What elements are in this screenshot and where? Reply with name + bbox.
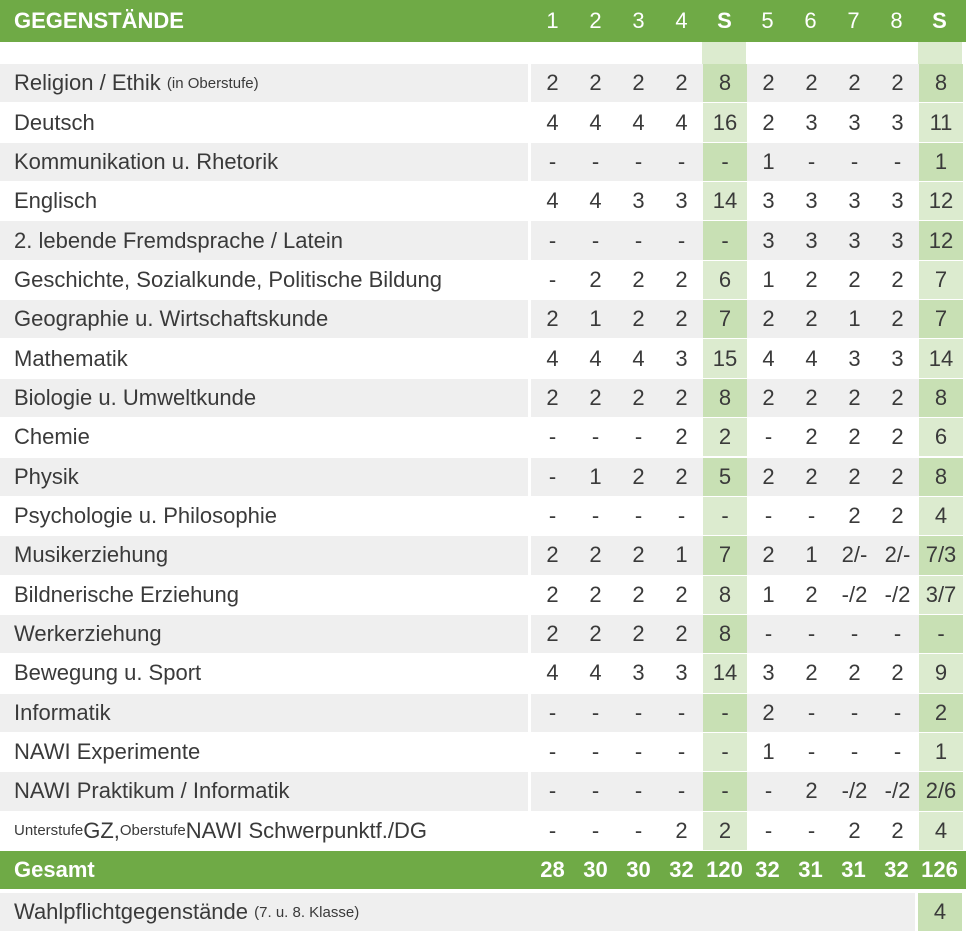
hours-cell: 1 xyxy=(660,536,703,574)
hours-cell: 1 xyxy=(747,733,790,771)
subject-name-part: Unterstufe xyxy=(14,822,84,840)
hours-cell: - xyxy=(876,733,919,771)
subject-name xyxy=(0,812,528,850)
table-header xyxy=(0,0,966,42)
hours-cell: 3 xyxy=(747,182,790,220)
hours-cell: 3 xyxy=(833,103,876,141)
hours-cell: 2 xyxy=(531,379,574,417)
hours-cell: - xyxy=(876,615,919,653)
hours-cell: - xyxy=(660,497,703,535)
subject-name xyxy=(0,300,528,338)
table-row xyxy=(0,458,966,496)
sum-cell: 11 xyxy=(919,103,963,141)
header-spacer xyxy=(0,42,966,64)
total-row xyxy=(0,851,966,889)
subject-name-text: Geographie u. Wirtschaftskunde xyxy=(14,306,329,332)
total-label: Gesamt xyxy=(14,857,95,882)
sum-cell: 8 xyxy=(703,379,747,417)
hours-cell: 2 xyxy=(531,300,574,338)
wahlpflicht-note: (7. u. 8. Klasse) xyxy=(254,903,360,921)
hours-cell: -/2 xyxy=(876,576,919,614)
header-col-6: 6 xyxy=(804,8,817,33)
table-row xyxy=(0,64,966,102)
hours-cell: 4 xyxy=(574,339,617,377)
hours-cell: 2 xyxy=(660,615,703,653)
hours-cell: 2 xyxy=(833,812,876,850)
hours-cell: - xyxy=(747,812,790,850)
hours-cell: 2 xyxy=(660,418,703,456)
hours-cell: 2 xyxy=(531,615,574,653)
hours-cell: - xyxy=(574,221,617,259)
hours-cell: 2 xyxy=(617,261,660,299)
sum-cell: 7 xyxy=(919,261,963,299)
sum-cell: 2 xyxy=(703,812,747,850)
table-row xyxy=(0,379,966,417)
total-value: 126 xyxy=(921,857,958,882)
hours-cell: 2 xyxy=(790,64,833,102)
sum-cell: 6 xyxy=(703,261,747,299)
subject-name-text: Musikerziehung xyxy=(14,542,169,568)
hours-cell: 2 xyxy=(617,64,660,102)
hours-cell: - xyxy=(876,143,919,181)
hours-cell: - xyxy=(531,772,574,810)
hours-cell: - xyxy=(531,497,574,535)
hours-cell: 2 xyxy=(833,418,876,456)
hours-cell: 2 xyxy=(617,379,660,417)
hours-cell: 3 xyxy=(790,103,833,141)
sum-cell: 4 xyxy=(919,812,963,850)
hours-cell: - xyxy=(574,418,617,456)
sum-cell: 4 xyxy=(919,497,963,535)
subject-name-text: Bewegung u. Sport xyxy=(14,660,202,686)
hours-cell: 2 xyxy=(660,379,703,417)
hours-cell: 1 xyxy=(747,261,790,299)
wahlpflicht-label xyxy=(0,893,915,931)
hours-cell: 2 xyxy=(833,654,876,692)
hours-cell: - xyxy=(747,418,790,456)
sum-cell: 14 xyxy=(703,182,747,220)
hours-cell: 2 xyxy=(790,379,833,417)
hours-cell: 2 xyxy=(876,654,919,692)
subject-name xyxy=(0,64,528,102)
sum-cell: 7 xyxy=(703,300,747,338)
subject-name-text: Werkerziehung xyxy=(14,621,162,647)
subject-name xyxy=(0,694,528,732)
sum-cell: 8 xyxy=(919,64,963,102)
table-row xyxy=(0,182,966,220)
sum-cell: 8 xyxy=(703,64,747,102)
hours-cell: 2 xyxy=(747,536,790,574)
hours-cell: 3 xyxy=(790,182,833,220)
subject-name-part: Oberstufe xyxy=(119,822,186,840)
hours-cell: - xyxy=(574,733,617,771)
hours-cell: 2 xyxy=(617,615,660,653)
hours-cell: - xyxy=(833,733,876,771)
subject-name xyxy=(0,615,528,653)
total-value: 32 xyxy=(669,857,694,882)
total-value: 30 xyxy=(626,857,651,882)
hours-cell: - xyxy=(574,772,617,810)
sum-cell: 8 xyxy=(703,576,747,614)
hours-cell: 4 xyxy=(531,182,574,220)
subject-name xyxy=(0,654,528,692)
hours-cell: 3 xyxy=(876,182,919,220)
subject-name xyxy=(0,497,528,535)
hours-cell: 2 xyxy=(747,379,790,417)
hours-cell: 1 xyxy=(747,576,790,614)
hours-cell: - xyxy=(790,497,833,535)
hours-cell: 2 xyxy=(747,64,790,102)
hours-cell: 4 xyxy=(790,339,833,377)
hours-cell: 2/- xyxy=(876,536,919,574)
table-row xyxy=(0,812,966,850)
hours-cell: 2 xyxy=(876,379,919,417)
hours-cell: 2 xyxy=(747,300,790,338)
total-value: 31 xyxy=(798,857,823,882)
hours-cell: 2 xyxy=(876,64,919,102)
hours-cell: - xyxy=(833,143,876,181)
hours-cell: - xyxy=(574,497,617,535)
hours-cell: - xyxy=(660,221,703,259)
sum-cell: 7 xyxy=(703,536,747,574)
table-row xyxy=(0,497,966,535)
header-col-1: 1 xyxy=(546,8,559,33)
hours-cell: - xyxy=(531,458,574,496)
table-row xyxy=(0,300,966,338)
sum-cell: - xyxy=(919,615,963,653)
hours-cell: 3 xyxy=(617,182,660,220)
hours-cell: 4 xyxy=(617,103,660,141)
hours-cell: 2 xyxy=(574,261,617,299)
subject-name-text: Informatik xyxy=(14,699,111,725)
sum-cell: 8 xyxy=(919,458,963,496)
sum-cell: 1 xyxy=(919,733,963,771)
table-row xyxy=(0,143,966,181)
hours-cell: -/2 xyxy=(876,772,919,810)
hours-cell: 2 xyxy=(833,64,876,102)
total-value: 30 xyxy=(583,857,608,882)
subject-name xyxy=(0,103,528,141)
hours-cell: 1 xyxy=(790,536,833,574)
subject-name-text: Englisch xyxy=(14,188,98,214)
hours-cell: 2 xyxy=(876,458,919,496)
subject-name xyxy=(0,733,528,771)
table-row xyxy=(0,615,966,653)
subject-name-text: Religion / Ethik xyxy=(14,70,161,96)
subject-name xyxy=(0,182,528,220)
hours-cell: 2 xyxy=(790,261,833,299)
hours-cell: 4 xyxy=(531,654,574,692)
hours-cell: - xyxy=(660,143,703,181)
hours-cell: - xyxy=(660,772,703,810)
table-row xyxy=(0,339,966,377)
hours-cell: - xyxy=(660,694,703,732)
subject-name-text: Mathematik xyxy=(14,345,128,371)
hours-cell: 2 xyxy=(747,103,790,141)
header-col-4: 4 xyxy=(675,8,688,33)
subject-name-text: NAWI Praktikum / Informatik xyxy=(14,778,290,804)
hours-cell: 2 xyxy=(574,536,617,574)
hours-cell: 2 xyxy=(876,497,919,535)
hours-cell: 3 xyxy=(660,182,703,220)
hours-cell: - xyxy=(531,733,574,771)
table-row xyxy=(0,733,966,771)
subject-name-text: NAWI Experimente xyxy=(14,739,201,765)
table-row xyxy=(0,694,966,732)
header-col-sum-unterstufe: S xyxy=(717,8,732,33)
hours-cell: 4 xyxy=(574,103,617,141)
hours-cell: 2 xyxy=(660,812,703,850)
hours-cell: 4 xyxy=(660,103,703,141)
hours-cell: - xyxy=(617,143,660,181)
hours-cell: 4 xyxy=(531,103,574,141)
table-row xyxy=(0,221,966,259)
header-col-5: 5 xyxy=(761,8,774,33)
subject-name-text: Geschichte, Sozialkunde, Politische Bildung xyxy=(14,266,443,292)
table-row xyxy=(0,418,966,456)
hours-cell: 4 xyxy=(747,339,790,377)
subject-name-text: Bildnerische Erziehung xyxy=(14,581,240,607)
hours-cell: 2 xyxy=(833,379,876,417)
hours-cell: 2 xyxy=(574,615,617,653)
sum-cell: 15 xyxy=(703,339,747,377)
hours-cell: 2 xyxy=(660,576,703,614)
hours-cell: - xyxy=(617,694,660,732)
hours-cell: - xyxy=(747,615,790,653)
sum-cell: - xyxy=(703,221,747,259)
hours-cell: 2 xyxy=(660,458,703,496)
subject-name xyxy=(0,536,528,574)
wahlpflicht-row xyxy=(0,893,966,931)
header-col-7: 7 xyxy=(847,8,860,33)
hours-cell: 2 xyxy=(790,300,833,338)
hours-cell: - xyxy=(790,615,833,653)
hours-cell: - xyxy=(531,812,574,850)
subject-name xyxy=(0,576,528,614)
sum-cell: 7 xyxy=(919,300,963,338)
hours-cell: - xyxy=(833,694,876,732)
sum-cell: 8 xyxy=(703,615,747,653)
hours-cell: - xyxy=(617,772,660,810)
hours-cell: 4 xyxy=(617,339,660,377)
total-value: 31 xyxy=(841,857,866,882)
hours-cell: 4 xyxy=(574,654,617,692)
sum-cell: - xyxy=(703,497,747,535)
hours-cell: - xyxy=(617,418,660,456)
subject-name xyxy=(0,143,528,181)
header-title: GEGENSTÄNDE xyxy=(14,8,184,33)
hours-cell: 3 xyxy=(833,221,876,259)
hours-cell: 2 xyxy=(876,261,919,299)
total-value: 32 xyxy=(884,857,909,882)
hours-cell: - xyxy=(617,221,660,259)
hours-cell: 2 xyxy=(574,379,617,417)
hours-cell: 2 xyxy=(876,418,919,456)
hours-cell: 2 xyxy=(660,300,703,338)
sum-cell: 16 xyxy=(703,103,747,141)
hours-cell: 3 xyxy=(833,339,876,377)
subject-name-text: Physik xyxy=(14,463,79,489)
hours-cell: - xyxy=(531,221,574,259)
hours-cell: 1 xyxy=(833,300,876,338)
hours-cell: - xyxy=(574,694,617,732)
hours-cell: - xyxy=(531,418,574,456)
subject-name-part: GZ, xyxy=(83,817,120,843)
sum-cell: 12 xyxy=(919,182,963,220)
sum-cell: 9 xyxy=(919,654,963,692)
subject-name-text: Biologie u. Umweltkunde xyxy=(14,384,257,410)
hours-cell: - xyxy=(790,733,833,771)
hours-cell: - xyxy=(617,497,660,535)
total-value: 28 xyxy=(540,857,565,882)
sum-cell: 6 xyxy=(919,418,963,456)
hours-cell: - xyxy=(574,812,617,850)
table-row xyxy=(0,576,966,614)
subject-name-text: Psychologie u. Philosophie xyxy=(14,503,277,529)
sum-cell: 2 xyxy=(919,694,963,732)
hours-cell: 2/- xyxy=(833,536,876,574)
table-row xyxy=(0,772,966,810)
hours-cell: 2 xyxy=(833,261,876,299)
hours-cell: 2 xyxy=(790,772,833,810)
sum-cell: 7/3 xyxy=(919,536,963,574)
subject-name xyxy=(0,772,528,810)
subject-name xyxy=(0,418,528,456)
subject-name-text: Kommunikation u. Rhetorik xyxy=(14,148,279,174)
hours-cell: - xyxy=(617,733,660,771)
hours-cell: 3 xyxy=(876,339,919,377)
hours-cell: 2 xyxy=(617,300,660,338)
hours-cell: - xyxy=(574,143,617,181)
hours-cell: 2 xyxy=(617,536,660,574)
total-value: 120 xyxy=(706,857,743,882)
sum-cell: 2/6 xyxy=(919,772,963,810)
subject-name-text: Chemie xyxy=(14,424,90,450)
subject-name xyxy=(0,221,528,259)
table-row xyxy=(0,261,966,299)
hours-cell: 2 xyxy=(574,64,617,102)
subject-name xyxy=(0,339,528,377)
hours-cell: 2 xyxy=(790,418,833,456)
sum-cell: 14 xyxy=(703,654,747,692)
total-value: 32 xyxy=(755,857,780,882)
sum-cell: - xyxy=(703,772,747,810)
header-col-sum-oberstufe: S xyxy=(932,8,947,33)
hours-cell: 2 xyxy=(531,576,574,614)
header-col-8: 8 xyxy=(890,8,903,33)
hours-cell: 3 xyxy=(833,182,876,220)
subject-note: (in Oberstufe) xyxy=(166,74,259,92)
sum-cell: - xyxy=(703,733,747,771)
hours-cell: 2 xyxy=(660,261,703,299)
hours-cell: 4 xyxy=(574,182,617,220)
wahlpflicht-name: Wahlpflichtgegenstände xyxy=(14,899,249,924)
hours-cell: 1 xyxy=(747,143,790,181)
hours-cell: - xyxy=(790,694,833,732)
hours-cell: 2 xyxy=(876,812,919,850)
hours-cell: 2 xyxy=(833,497,876,535)
hours-cell: 4 xyxy=(531,339,574,377)
sum-cell: 5 xyxy=(703,458,747,496)
hours-cell: 3 xyxy=(876,221,919,259)
hours-cell: - xyxy=(747,772,790,810)
hours-cell: 2 xyxy=(790,458,833,496)
hours-cell: - xyxy=(531,143,574,181)
sum-cell: 8 xyxy=(919,379,963,417)
hours-cell: - xyxy=(747,497,790,535)
hours-cell: - xyxy=(833,615,876,653)
table-row xyxy=(0,103,966,141)
sum-cell: - xyxy=(703,143,747,181)
hours-cell: - xyxy=(660,733,703,771)
hours-cell: 3 xyxy=(660,339,703,377)
hours-cell: -/2 xyxy=(833,576,876,614)
subject-name xyxy=(0,379,528,417)
hours-cell: 2 xyxy=(876,300,919,338)
hours-cell: 3 xyxy=(747,221,790,259)
hours-cell: -/2 xyxy=(833,772,876,810)
subject-name xyxy=(0,458,528,496)
hours-cell: 2 xyxy=(531,64,574,102)
hours-cell: 1 xyxy=(574,300,617,338)
hours-cell: - xyxy=(531,694,574,732)
hours-cell: 2 xyxy=(833,458,876,496)
sum-cell: - xyxy=(703,694,747,732)
header-col-3: 3 xyxy=(632,8,645,33)
hours-cell: 2 xyxy=(790,654,833,692)
sum-cell: 14 xyxy=(919,339,963,377)
hours-cell: 3 xyxy=(660,654,703,692)
hours-cell: - xyxy=(790,812,833,850)
hours-cell: 1 xyxy=(574,458,617,496)
hours-cell: 2 xyxy=(617,576,660,614)
hours-cell: 2 xyxy=(747,694,790,732)
subject-name-part: NAWI Schwerpunktf./DG xyxy=(185,817,427,843)
sum-cell: 3/7 xyxy=(919,576,963,614)
hours-cell: 2 xyxy=(660,64,703,102)
subject-name xyxy=(0,261,528,299)
hours-cell: - xyxy=(876,694,919,732)
hours-cell: - xyxy=(790,143,833,181)
hours-cell: 3 xyxy=(790,221,833,259)
sum-cell: 2 xyxy=(703,418,747,456)
hours-cell: 3 xyxy=(876,103,919,141)
table-row xyxy=(0,536,966,574)
wahlpflicht-value: 4 xyxy=(918,893,962,931)
hours-cell: 2 xyxy=(790,576,833,614)
hours-cell: 2 xyxy=(747,458,790,496)
hours-cell: 3 xyxy=(617,654,660,692)
sum-cell: 12 xyxy=(919,221,963,259)
subject-name-text: 2. lebende Fremdsprache / Latein xyxy=(14,227,343,253)
hours-cell: 2 xyxy=(574,576,617,614)
hours-cell: - xyxy=(617,812,660,850)
table-row xyxy=(0,654,966,692)
header-col-2: 2 xyxy=(589,8,602,33)
subject-name-text: Deutsch xyxy=(14,109,95,135)
hours-cell: 3 xyxy=(747,654,790,692)
hours-cell: - xyxy=(531,261,574,299)
hours-cell: 2 xyxy=(531,536,574,574)
sum-cell: 1 xyxy=(919,143,963,181)
hours-cell: 2 xyxy=(617,458,660,496)
